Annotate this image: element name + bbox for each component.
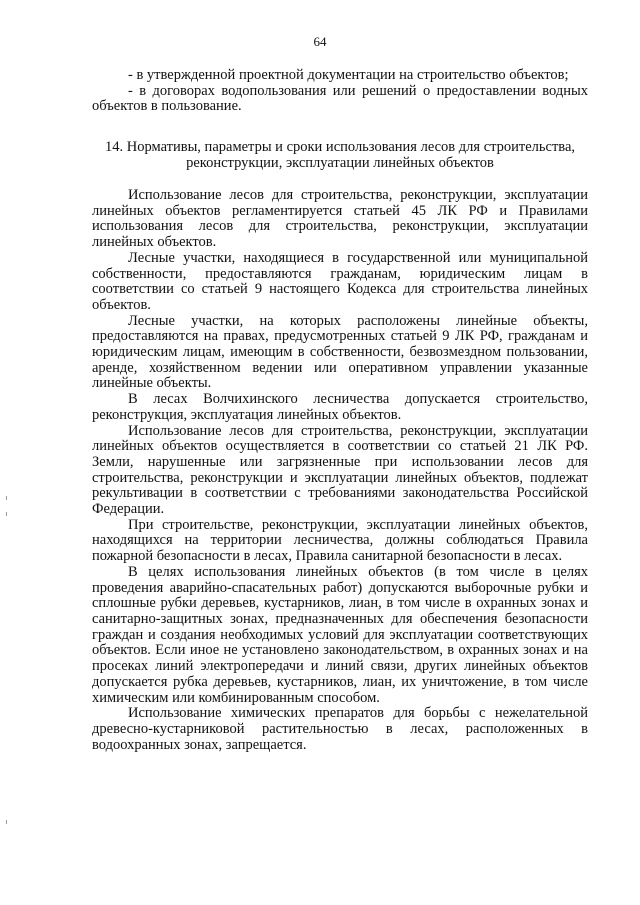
- paragraph: При строительстве, реконструкции, эксплуатации линейных объектов, находящихся на территории лесничества, должны соблюдаться Правила пожарной безопасности в лесах, Правила санитарной безопасности в лесах.: [92, 516, 588, 565]
- paragraph: В целях использования линейных объектов (в том числе в целях проведения аварийно-спасательных работ) допускаются выборочные рубки и сплошные рубки деревьев, кустарников, лиан, в том числе в охранных зонах и санитарно-защитных зонах, предназначенных для обеспечения безопасности граждан и создания необходимых условий для эксплуатации соответствующих объектов. Если иное не установлено законодательством, в охранных зонах и на просеках линий электропередачи и линий связи, других линейных объектов допускается рубка деревьев, кустарников, лиан, их уничтожение, в том числе химическим или комбинированным способом.: [92, 563, 588, 706]
- paragraph: Использование лесов для строительства, реконструкции, эксплуатации линейных объектов осуществляется в соответствии со статьей 21 ЛК РФ. Земли, нарушенные или загрязненные при использовании лесов для строительства, реконструкции и эксплуатации линейных объектов, подлежат рекультивации в соответствии с требованиями законодательства Российской Федерации.: [92, 422, 588, 518]
- paragraph: В лесах Волчихинского лесничества допускается строительство, реконструкция, эксплуатация линейных объектов.: [92, 391, 588, 423]
- paragraph: Лесные участки, на которых расположены линейные объекты, предоставляются на правах, предусмотренных статьей 9 ЛК РФ, гражданам и юридическим лицам, имеющим в собственности, безвозмездном пользовании, аренде, хозяйственном ведении или оперативном управлении указанные линейные объекты.: [92, 312, 588, 392]
- section-title: 14. Нормативы, параметры и сроки использования лесов для строительства, реконструкции, эксплуатации линейных объектов: [104, 139, 576, 171]
- scan-margin-mark: [6, 512, 7, 516]
- page-number: 64: [313, 34, 327, 49]
- body-text: [92, 188, 588, 753]
- paragraph: Использование лесов для строительства, реконструкции, эксплуатации линейных объектов регламентируется статьей 45 ЛК РФ и Правилами использования лесов для строительства, реконструкции, эксплуатации линейных объектов.: [92, 187, 588, 251]
- paragraph: Лесные участки, находящиеся в государственной или муниципальной собственности, предоставляются гражданам, юридическим лицам в соответствии со статьей 9 настоящего Кодекса для строительства линейных объектов.: [92, 249, 588, 313]
- scan-margin-mark: [6, 496, 7, 500]
- paragraph: Использование химических препаратов для борьбы с нежелательной древесно-кустарниковой растительностью в лесах, расположенных в водоохранных зонах, запрещается.: [92, 705, 588, 753]
- list-item: - в утвержденной проектной документации на строительство объектов;: [128, 67, 569, 83]
- list-item: - в договорах водопользования или решений о предоставлении водных объектов в пользование.: [92, 82, 588, 115]
- intro-list: [92, 68, 588, 115]
- scan-margin-mark: [6, 820, 7, 824]
